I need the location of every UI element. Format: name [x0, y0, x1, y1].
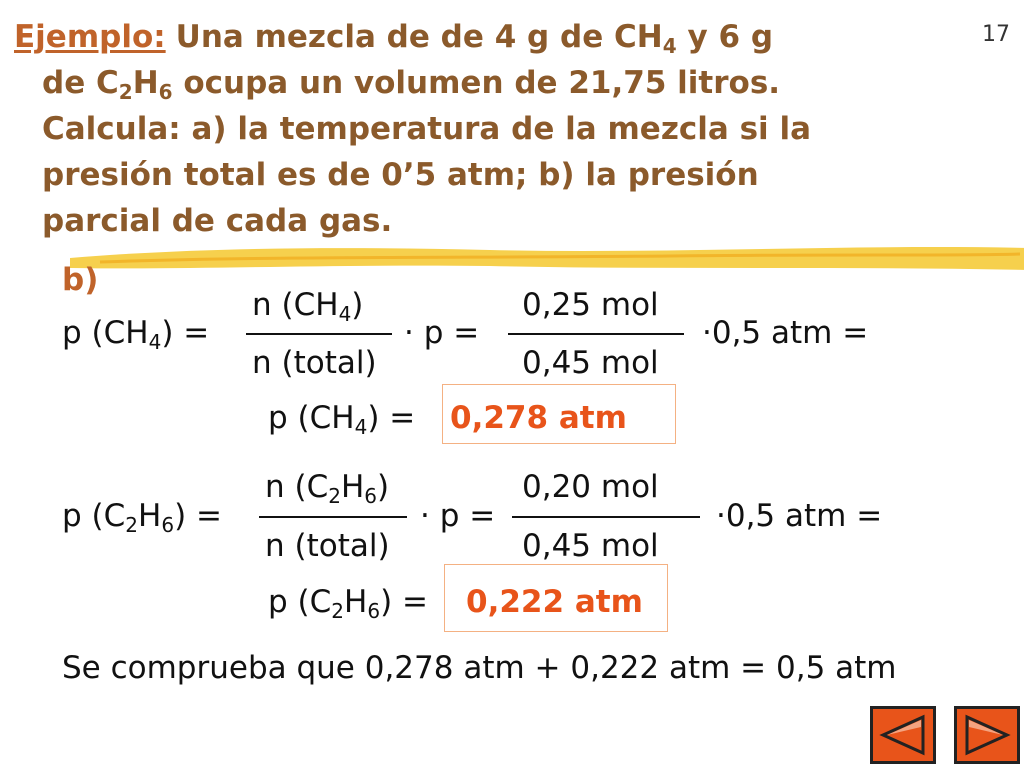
verification-line: Se comprueba que 0,278 atm + 0,222 atm = 0,5 atm — [62, 650, 897, 686]
example-label: Ejemplo: — [14, 19, 166, 55]
eq2-value-bar — [512, 516, 700, 518]
next-slide-button[interactable] — [954, 706, 1020, 764]
eq2-times-p: · p = — [420, 498, 496, 534]
triangle-right-icon — [961, 713, 1013, 757]
heading-line-3: Calcula: a) la temperatura de la mezcla si la — [42, 111, 811, 147]
slide-number: 17 — [982, 22, 1010, 47]
previous-slide-button[interactable] — [870, 706, 936, 764]
eq1-fraction-numerator: n $(CH_4)$ — [252, 287, 364, 326]
eq1-fraction-denominator: n (total) — [252, 345, 377, 381]
eq1-fraction-bar — [246, 333, 392, 335]
heading-line-2: de $C_2H_6$ ocupa un volumen de 21,75 litros. — [42, 65, 781, 104]
eq2-lhs: p $(C_2H_6)$ = — [62, 498, 222, 537]
result1-value: 0,278 atm — [450, 400, 627, 436]
heading-line-1: Ejemplo: Una mezcla de de 4 g de $CH_4$ y 6 g — [14, 19, 774, 58]
result2-value: 0,222 atm — [466, 584, 643, 620]
eq1-value-bar — [508, 333, 684, 335]
heading-line-4: presión total es de 0’5 atm; b) la presión — [42, 157, 759, 193]
eq2-value-denominator: 0,45 mol — [522, 528, 659, 564]
result1-lhs: p $(CH_4)$ = — [268, 400, 416, 439]
heading-line-5: parcial de cada gas. — [42, 203, 393, 239]
eq1-lhs: p $(CH_4)$ = — [62, 315, 210, 354]
eq1-value-denominator: 0,45 mol — [522, 345, 659, 381]
eq2-fraction-denominator: n (total) — [265, 528, 390, 564]
eq2-fraction-bar — [259, 516, 407, 518]
part-b-label: b) — [62, 262, 99, 298]
eq1-tail: ·0,5 atm = — [702, 315, 869, 351]
problem-statement — [14, 14, 974, 244]
brush-stroke-divider — [70, 240, 1024, 274]
eq1-times-p: · p = — [404, 315, 480, 351]
triangle-left-icon — [877, 713, 929, 757]
eq2-fraction-numerator: n $(C_2H_6)$ — [265, 469, 390, 508]
eq2-tail: ·0,5 atm = — [716, 498, 883, 534]
result2-lhs: p $(C_2H_6)$ = — [268, 584, 428, 623]
eq2-value-numerator: 0,20 mol — [522, 469, 659, 505]
eq1-value-numerator: 0,25 mol — [522, 287, 659, 323]
